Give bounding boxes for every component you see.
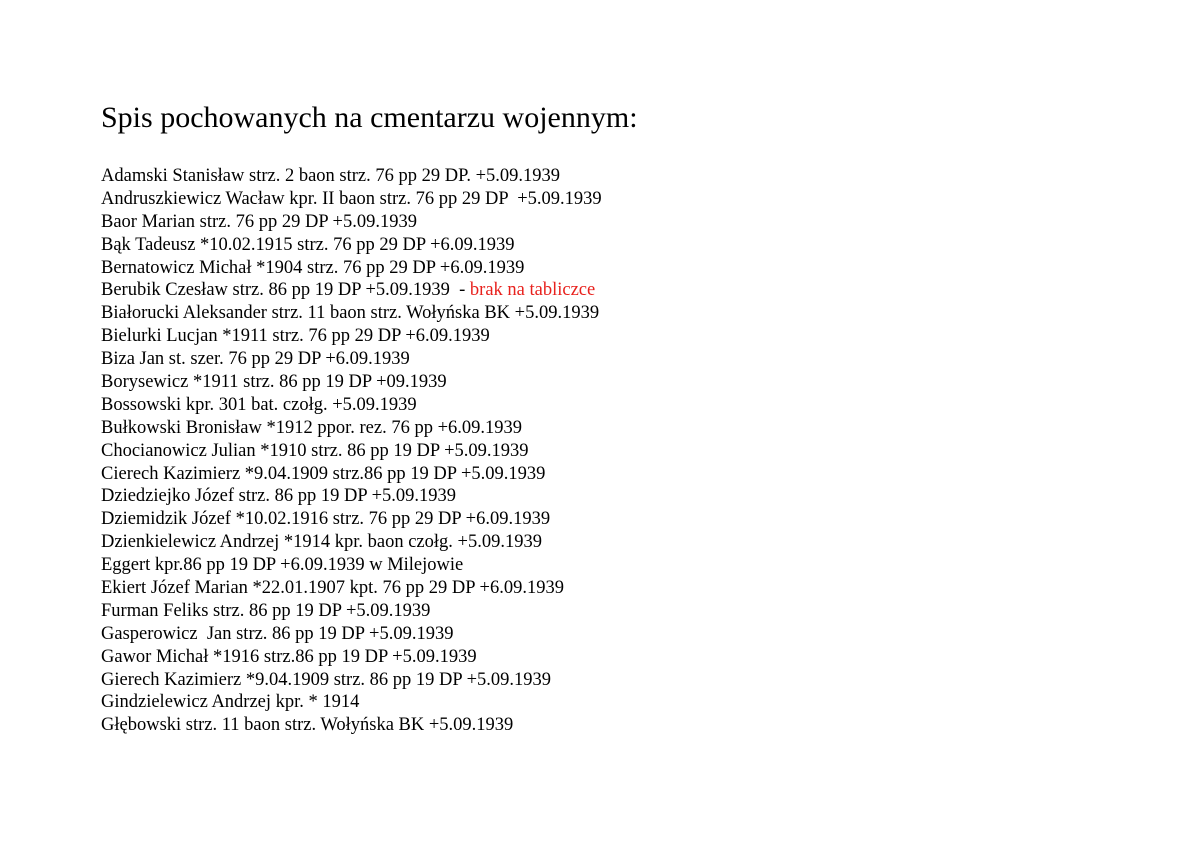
list-item [101, 669, 602, 692]
entry-text: Bąk Tadeusz *10.02.1915 strz. 76 pp 29 DP +6.09.1939 [101, 234, 515, 255]
entry-text: Bielurki Lucjan *1911 strz. 76 pp 29 DP +6.09.1939 [101, 326, 490, 347]
list-item [101, 714, 602, 737]
page-title: Spis pochowanych na cmentarzu wojennym: [101, 101, 638, 134]
list-item [101, 257, 602, 280]
list-item [101, 211, 602, 234]
entry-text: Furman Feliks strz. 86 pp 19 DP +5.09.1939 [101, 600, 431, 621]
list-item [101, 623, 602, 646]
entry-text: Bossowski kpr. 301 bat. czołg. +5.09.1939 [101, 394, 417, 415]
burial-list [101, 165, 602, 737]
list-item [101, 394, 602, 417]
entry-text: Bernatowicz Michał *1904 strz. 76 pp 29 DP +6.09.1939 [101, 257, 525, 278]
list-item [101, 485, 602, 508]
list-item [101, 302, 602, 325]
entry-text: Adamski Stanisław strz. 2 baon strz. 76 pp 29 DP. +5.09.1939 [101, 166, 561, 186]
entry-text: Borysewicz *1911 strz. 86 pp 19 DP +09.1939 [101, 372, 447, 393]
list-item [101, 279, 602, 302]
entry-text: Ekiert Józef Marian *22.01.1907 kpt. 76 pp 29 DP +6.09.1939 [101, 578, 564, 599]
entry-text: Berubik Czesław strz. 86 pp 19 DP +5.09.1939 - [101, 280, 470, 301]
entry-text: Eggert kpr.86 pp 19 DP +6.09.1939 w Milejowie [101, 555, 464, 576]
list-item [101, 577, 602, 600]
entry-text: Biza Jan st. szer. 76 pp 29 DP +6.09.1939 [101, 349, 410, 370]
entry-text: Gasperowicz Jan strz. 86 pp 19 DP +5.09.1939 [101, 623, 454, 644]
list-item [101, 463, 602, 486]
entry-note: brak na tabliczce [469, 280, 596, 301]
entry-text: Dziedziejko Józef strz. 86 pp 19 DP +5.09.1939 [101, 486, 457, 507]
entry-text: Białorucki Aleksander strz. 11 baon strz. Wołyńska BK +5.09.1939 [101, 303, 600, 324]
entry-text: Gierech Kazimierz *9.04.1909 strz. 86 pp 19 DP +5.09.1939 [101, 669, 552, 690]
entry-text: Cierech Kazimierz *9.04.1909 strz.86 pp 19 DP +5.09.1939 [101, 463, 546, 484]
entry-text: Andruszkiewicz Wacław kpr. II baon strz. 76 pp 29 DP +5.09.1939 [101, 188, 602, 209]
list-item [101, 371, 602, 394]
list-item [101, 348, 602, 371]
list-item [101, 508, 602, 531]
list-item [101, 531, 602, 554]
entry-text: Głębowski strz. 11 baon strz. Wołyńska BK +5.09.1939 [101, 715, 514, 736]
list-item [101, 440, 602, 463]
entry-text: Bułkowski Bronisław *1912 ppor. rez. 76 pp +6.09.1939 [101, 417, 523, 438]
entry-text: Gawor Michał *1916 strz.86 pp 19 DP +5.09.1939 [101, 646, 477, 667]
entry-text: Chocianowicz Julian *1910 strz. 86 pp 19 DP +5.09.1939 [101, 440, 529, 461]
list-item [101, 188, 602, 211]
list-item [101, 234, 602, 257]
entry-text: Dziemidzik Józef *10.02.1916 strz. 76 pp 29 DP +6.09.1939 [101, 509, 551, 530]
list-item [101, 417, 602, 440]
entry-text: Dzienkielewicz Andrzej *1914 kpr. baon czołg. +5.09.1939 [101, 532, 542, 553]
entry-text: Gindzielewicz Andrzej kpr. * 1914 [101, 692, 360, 713]
list-item [101, 554, 602, 577]
entry-text: Baor Marian strz. 76 pp 29 DP +5.09.1939 [101, 211, 417, 232]
list-item [101, 325, 602, 348]
list-item [101, 646, 602, 669]
list-item [101, 691, 602, 714]
list-item [101, 600, 602, 623]
list-item [101, 165, 602, 188]
